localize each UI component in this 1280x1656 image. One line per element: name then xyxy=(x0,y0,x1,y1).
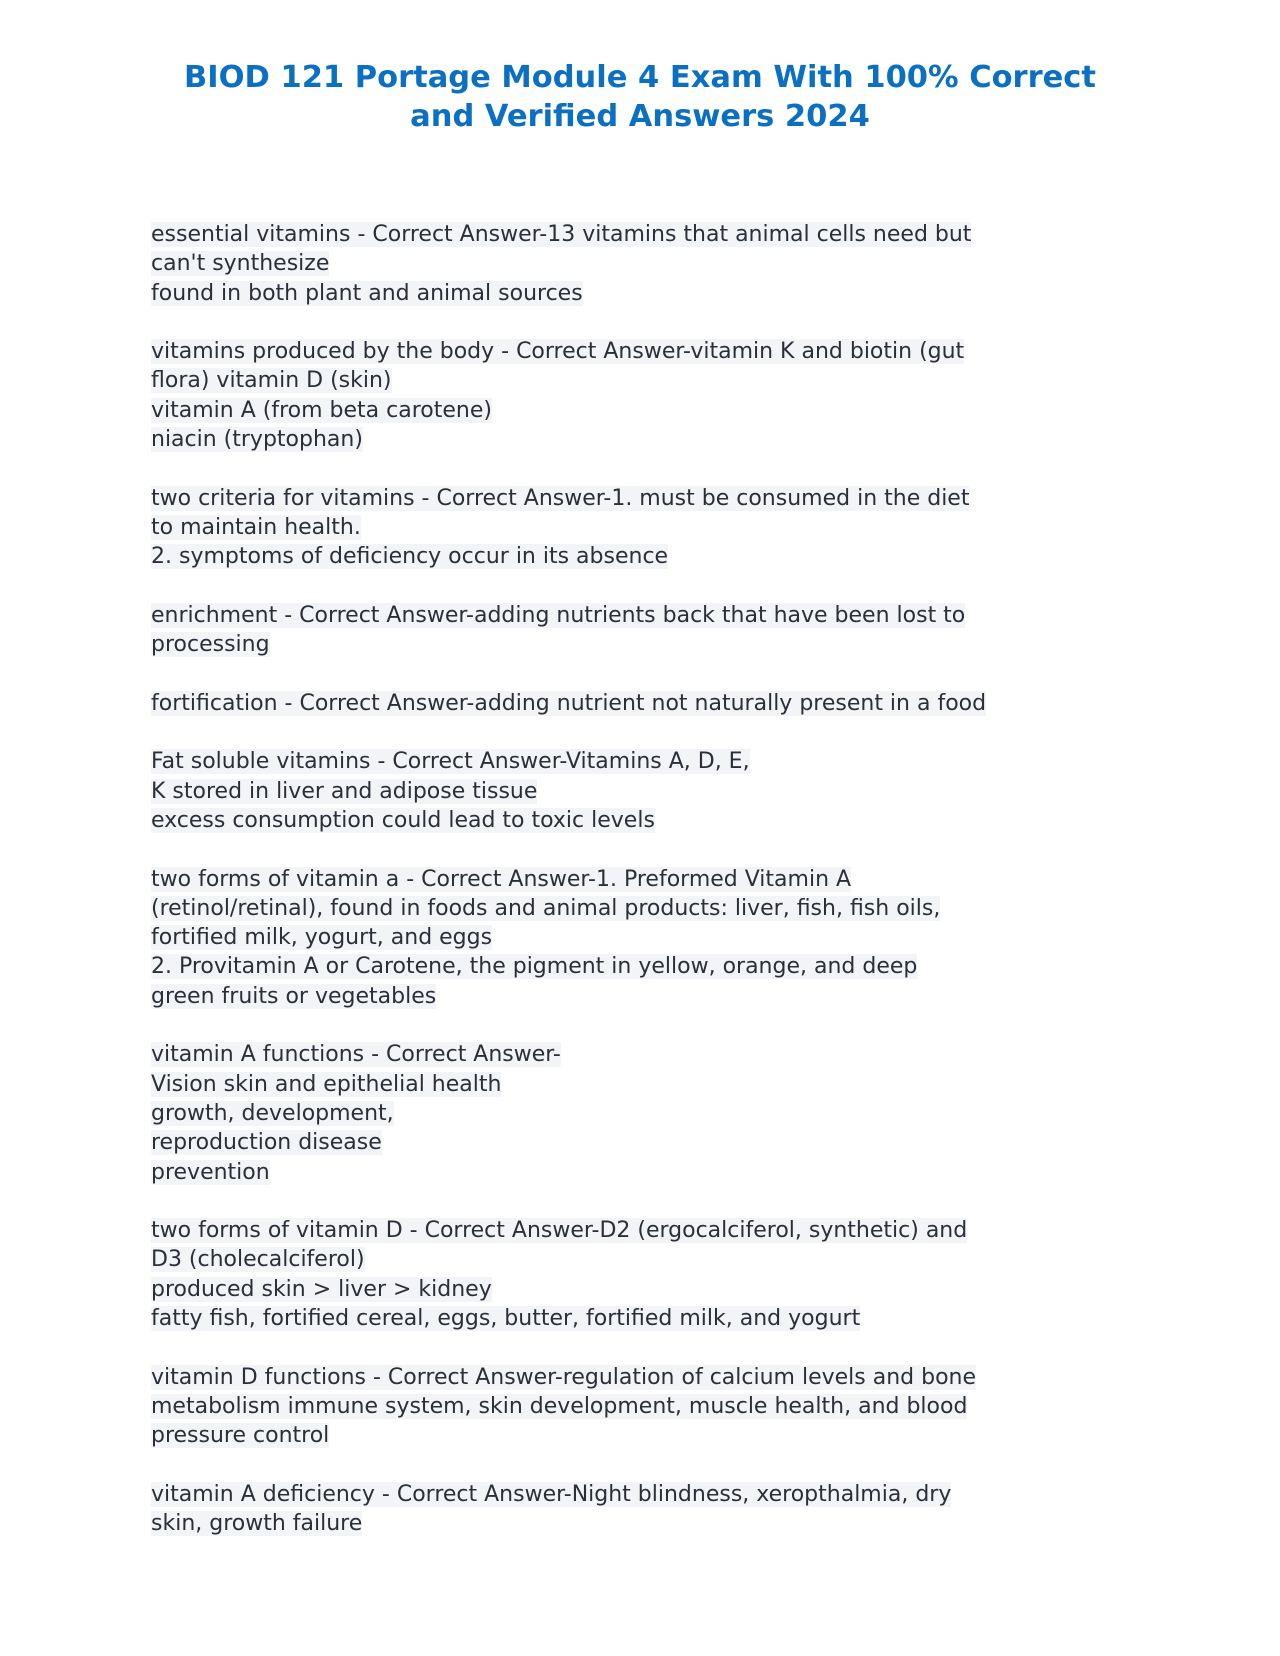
qa-vitamins-produced-by-body xyxy=(151,337,1151,454)
text-line: flora) vitamin D (skin) xyxy=(151,368,392,394)
text-line: Fat soluble vitamins - Correct Answer-Vitamins A, D, E, xyxy=(151,749,750,775)
text-line: D3 (cholecalciferol) xyxy=(151,1247,365,1273)
text-line: two forms of vitamin a - Correct Answer-1. Preformed Vitamin A xyxy=(151,866,852,892)
text-line: 2. Provitamin A or Carotene, the pigment in yellow, orange, and deep xyxy=(151,954,918,980)
text-line: two forms of vitamin D - Correct Answer-D2 (ergocalciferol, synthetic) and xyxy=(151,1218,968,1244)
text-line: fatty fish, fortified cereal, eggs, butter, fortified milk, and yogurt xyxy=(151,1305,861,1331)
text-line: to maintain health. xyxy=(151,514,361,540)
text-line: fortification - Correct Answer-adding nutrient not naturally present in a food xyxy=(151,690,987,716)
qa-fortification xyxy=(151,689,1151,718)
text-line: growth, development, xyxy=(151,1100,394,1126)
text-line: excess consumption could lead to toxic levels xyxy=(151,807,655,833)
qa-two-forms-of-vitamin-d xyxy=(151,1216,1151,1333)
text-line: prevention xyxy=(151,1159,270,1185)
title-line: and Verified Answers 2024 xyxy=(410,99,870,134)
text-line: vitamin D functions - Correct Answer-regulation of calcium levels and bone xyxy=(151,1364,977,1390)
text-line: vitamin A deficiency - Correct Answer-Night blindness, xeropthalmia, dry xyxy=(151,1481,952,1507)
text-line: (retinol/retinal), found in foods and animal products: liver, fish, fish oils, xyxy=(151,895,941,921)
document-body xyxy=(151,220,1151,1568)
document-title xyxy=(100,58,1180,136)
qa-fat-soluble-vitamins xyxy=(151,747,1151,835)
text-line: produced skin > liver > kidney xyxy=(151,1276,492,1302)
text-line: processing xyxy=(151,632,270,658)
text-line: can't synthesize xyxy=(151,251,330,277)
text-line: reproduction disease xyxy=(151,1130,382,1156)
text-line: essential vitamins - Correct Answer-13 vitamins that animal cells need but xyxy=(151,222,972,247)
qa-enrichment xyxy=(151,601,1151,660)
text-line: fortified milk, yogurt, and eggs xyxy=(151,925,493,951)
text-line: skin, growth failure xyxy=(151,1511,363,1537)
text-line: two criteria for vitamins - Correct Answer-1. must be consumed in the diet xyxy=(151,485,970,511)
text-line: niacin (tryptophan) xyxy=(151,427,363,453)
qa-vitamin-d-functions xyxy=(151,1363,1151,1451)
title-line: BIOD 121 Portage Module 4 Exam With 100% Correct xyxy=(184,60,1096,95)
text-line: vitamins produced by the body - Correct Answer-vitamin K and biotin (gut xyxy=(151,339,965,365)
text-line: K stored in liver and adipose tissue xyxy=(151,778,538,804)
text-line: vitamin A functions - Correct Answer- xyxy=(151,1042,561,1068)
text-line: enrichment - Correct Answer-adding nutrients back that have been lost to xyxy=(151,602,966,628)
qa-vitamin-a-deficiency xyxy=(151,1480,1151,1539)
text-line: green fruits or vegetables xyxy=(151,983,437,1009)
qa-two-criteria-for-vitamins xyxy=(151,484,1151,572)
text-line: vitamin A (from beta carotene) xyxy=(151,397,492,423)
text-line: found in both plant and animal sources xyxy=(151,280,583,306)
qa-vitamin-a-functions xyxy=(151,1040,1151,1186)
qa-two-forms-of-vitamin-a xyxy=(151,865,1151,1011)
text-line: 2. symptoms of deficiency occur in its absence xyxy=(151,544,669,570)
text-line: metabolism immune system, skin development, muscle health, and blood xyxy=(151,1393,968,1419)
text-line: pressure control xyxy=(151,1423,330,1449)
text-line: Vision skin and epithelial health xyxy=(151,1071,502,1097)
qa-essential-vitamins xyxy=(151,220,1151,308)
